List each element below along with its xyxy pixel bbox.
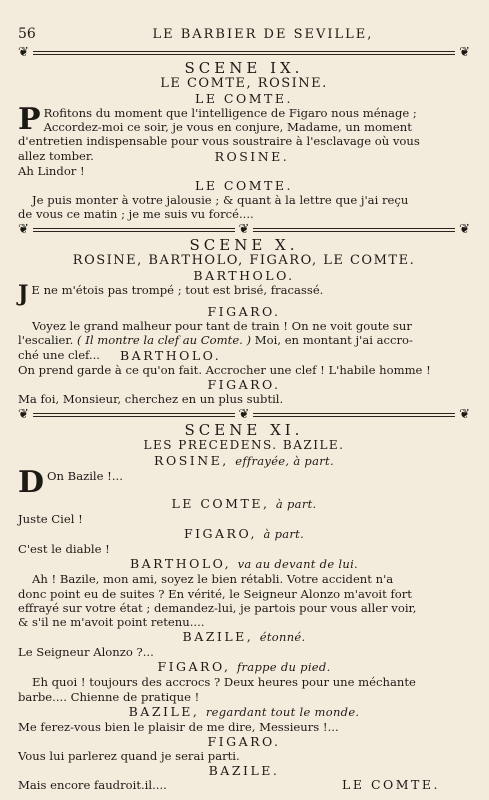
speaker-name: BARTHOLO, — [129, 556, 232, 572]
fleuron-left-icon: ❦ — [18, 407, 29, 423]
fleuron-center-icon: ❦ — [238, 222, 250, 238]
stage-direction: regardant tout le monde. — [205, 704, 360, 719]
dialogue-line-with-speaker — [18, 149, 470, 164]
running-head — [18, 26, 470, 44]
speaker-name: BAZILE, — [128, 703, 200, 719]
speaker-name: LE COMTE. — [195, 91, 293, 106]
stage-direction: ( Il montre la clef au Comte. ) — [77, 333, 252, 348]
stage-direction: étonné. — [259, 630, 306, 645]
dialogue-line: Accordez-moi ce soir, je vous en conjure, Madame, un moment — [43, 120, 412, 135]
dialogue-line: allez tomber. — [18, 148, 94, 163]
speaker-name: BAZILE. — [208, 763, 280, 779]
drop-cap: D — [18, 465, 45, 501]
speaker-name: LE COMTE, — [171, 496, 270, 512]
rule-line — [253, 413, 455, 417]
running-title: LE BARBIER DE SEVILLE, — [152, 27, 374, 42]
speaker-line — [18, 704, 470, 720]
fleuron-right-icon: ❦ — [459, 222, 470, 238]
dialogue-line: Me ferez-vous bien le plaisir de me dire, Messieurs !... — [18, 719, 339, 734]
scene-heading: SCENE X. — [189, 236, 299, 255]
stage-direction: à part. — [263, 527, 305, 542]
rule-line — [33, 413, 235, 417]
dialogue-line: d'entretien indispensable pour vous soustraire à l'esclavage où vous — [18, 134, 420, 149]
dialogue-line-with-speaker — [18, 778, 470, 792]
scene-heading: SCENE XI. — [184, 421, 304, 440]
fleuron-right-icon: ❦ — [459, 45, 470, 60]
drop-cap: P — [18, 102, 41, 137]
dialogue-line: effrayé sur votre état ; demandez-lui, je partois pour vous aller voir, — [18, 600, 417, 615]
dialogue-line — [18, 333, 470, 347]
dialogue-line: barbe.... Chienne de pratique ! — [18, 689, 200, 704]
stage-direction: frappe du pied. — [236, 660, 331, 675]
dialogue-line: Ah ! Bazile, mon ami, soyez le bien rétabli. Votre accident n'a — [32, 572, 394, 587]
speaker-name: FIGARO, — [157, 659, 231, 675]
dialogue-line: Rofitons du moment que l'intelligence de Figaro nous ménage ; — [43, 106, 417, 120]
dialogue — [18, 465, 470, 501]
dialogue-line: C'est le diable ! — [18, 542, 110, 557]
ornament-divider — [18, 47, 470, 59]
stage-direction: va au devant de lui. — [237, 557, 359, 572]
ornament-divider — [18, 409, 470, 421]
rule-line — [253, 228, 455, 232]
dialogue-line: Ah Lindor ! — [18, 163, 85, 178]
speaker-line — [18, 526, 470, 542]
speaker-name: BARTHOLO. — [119, 347, 222, 363]
dialogue-text: Moi, en montant j'ai accro- — [254, 333, 413, 348]
dialogue-line: Vous lui parlerez quand je serai parti. — [18, 749, 240, 764]
speaker-line — [18, 659, 470, 675]
dialogue-line: Juste Ciel ! — [18, 512, 83, 527]
rule-line — [33, 228, 235, 232]
speaker-name: BAZILE, — [182, 629, 254, 645]
dialogue-line: donc point eu de suites ? En vérité, le Seigneur Alonzo m'avoit fort — [18, 586, 412, 601]
speaker-line — [18, 453, 470, 469]
dialogue-line: Ma foi, Monsieur, cherchez en un plus subtil. — [18, 391, 284, 406]
speaker-name: BARTHOLO. — [193, 268, 295, 284]
speaker-line — [18, 496, 470, 512]
scene-cast: LES PRECEDENS. BAZILE. — [143, 438, 345, 453]
speaker-name: LE COMTE. — [195, 177, 293, 193]
dialogue-line-with-speaker — [18, 348, 470, 363]
dialogue-line: Je puis monter à votre jalousie ; & quant à la lettre que j'ai reçu — [32, 192, 409, 207]
fleuron-center-icon: ❦ — [238, 407, 250, 423]
stage-direction: effrayée, à part. — [235, 454, 334, 469]
dialogue-line: ché une clef... — [18, 347, 100, 362]
scene-cast: ROSINE, BARTHOLO, FIGARO, LE COMTE. — [72, 253, 416, 269]
dialogue-line: Voyez le grand malheur pour tant de train ! On ne voit goute sur — [32, 319, 412, 334]
dialogue — [18, 102, 470, 137]
fleuron-right-icon: ❦ — [459, 407, 470, 423]
book-page — [18, 26, 470, 792]
speaker-line — [18, 556, 470, 572]
speaker-name: FIGARO, — [183, 526, 257, 542]
speaker-name: LE COMTE. — [342, 777, 440, 793]
speaker-name: FIGARO. — [207, 734, 281, 750]
dialogue-line: & s'il ne m'avoit point retenu.... — [18, 615, 205, 630]
stage-direction: à part. — [275, 497, 317, 512]
fleuron-left-icon: ❦ — [18, 45, 29, 60]
speaker-name: FIGARO. — [207, 376, 281, 392]
page-number: 56 — [18, 26, 36, 42]
drop-cap: J — [18, 281, 29, 308]
dialogue-line: On prend garde à ce qu'on fait. Accrocher une clef ! L'habile homme ! — [18, 362, 431, 377]
dialogue-line: E ne m'étois pas trompé ; tout est brisé, fracassé. — [31, 283, 324, 298]
dialogue-line: Eh quoi ! toujours des accrocs ? Deux heures pour une méchante — [32, 675, 416, 690]
rule-line — [33, 51, 455, 55]
fleuron-left-icon: ❦ — [18, 222, 29, 238]
dialogue-line: On Bazile !... — [47, 469, 123, 484]
speaker-name: ROSINE, — [154, 453, 229, 469]
scene-heading: SCENE IX. — [184, 59, 304, 77]
speaker-line — [18, 629, 470, 645]
dialogue — [18, 281, 470, 308]
scene-cast: LE COMTE, ROSINE. — [160, 76, 328, 91]
dialogue-line: Mais encore faudroit.il.... — [18, 778, 167, 793]
dialogue-line: Le Seigneur Alonzo ?... — [18, 645, 154, 660]
speaker-name: ROSINE. — [214, 148, 290, 164]
dialogue-text: l'escalier. — [18, 333, 74, 348]
ornament-divider — [18, 224, 470, 236]
speaker-name: FIGARO. — [207, 304, 281, 320]
dialogue-line: de vous ce matin ; je me suis vu forcé.... — [18, 207, 254, 222]
